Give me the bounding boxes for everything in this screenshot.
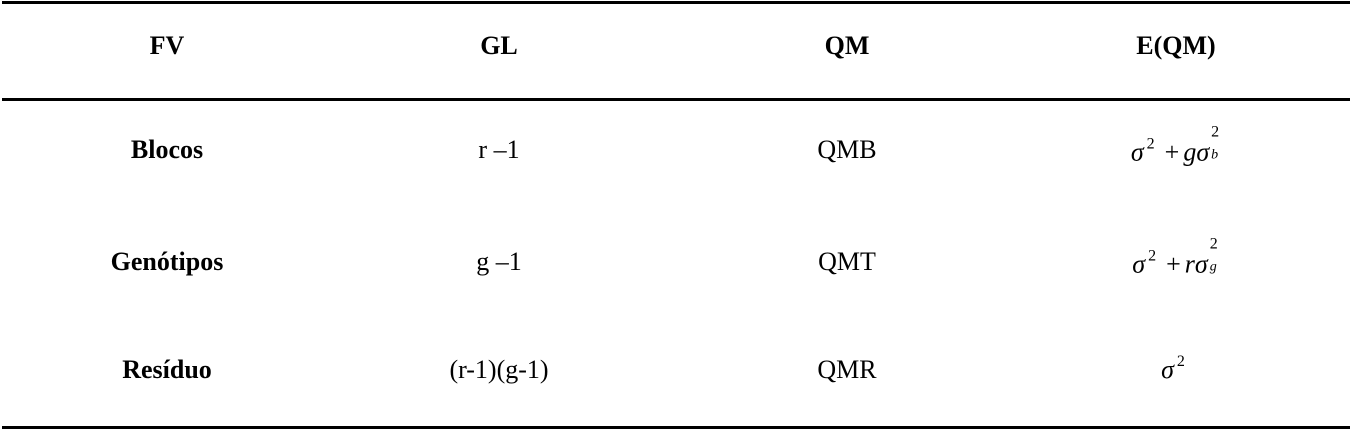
table-top-rule xyxy=(2,1,1350,4)
coefficient: g xyxy=(1183,137,1197,167)
formula-blocos xyxy=(1130,123,1221,167)
row-genotipos-fv: Genótipos xyxy=(110,247,224,276)
header-fv: FV xyxy=(149,31,185,60)
sigma-symbol: σ xyxy=(1196,137,1210,167)
row-blocos-fv: Blocos xyxy=(130,135,204,164)
sigma-symbol: σ xyxy=(1161,355,1174,384)
row-blocos-qm: QMB xyxy=(817,135,877,164)
sigma-symbol: σ xyxy=(1130,137,1144,167)
formula-residuo xyxy=(1161,353,1191,384)
row-genotipos-gl: g –1 xyxy=(476,247,522,276)
plus-operator: + xyxy=(1166,249,1181,279)
table-header-rule xyxy=(2,98,1350,101)
exponent: 2 xyxy=(1146,135,1155,153)
row-residuo-eqm xyxy=(1161,353,1191,384)
row-blocos-eqm xyxy=(1130,123,1221,167)
sup-sub-pair xyxy=(1208,235,1220,275)
exponent: 2 xyxy=(1211,123,1220,141)
sigma-symbol: σ xyxy=(1132,249,1146,279)
exponent: 2 xyxy=(1176,353,1185,370)
header-qm: QM xyxy=(824,31,870,60)
exponent: 2 xyxy=(1148,247,1157,265)
sigma-symbol: σ xyxy=(1194,249,1208,279)
table-bottom-rule xyxy=(2,426,1350,429)
header-eqm: E(QM) xyxy=(1136,31,1216,60)
plus-operator: + xyxy=(1164,137,1180,167)
sup-sub-pair xyxy=(1209,123,1221,163)
row-genotipos-eqm xyxy=(1132,235,1219,279)
row-genotipos-qm: QMT xyxy=(818,247,876,276)
row-residuo-gl: (r-1)(g-1) xyxy=(449,355,549,384)
row-blocos-gl: r –1 xyxy=(478,135,520,164)
exponent: 2 xyxy=(1209,235,1218,253)
header-gl: GL xyxy=(480,31,518,60)
coefficient: r xyxy=(1184,249,1195,279)
subscript: g xyxy=(1209,259,1217,275)
subscript: b xyxy=(1211,147,1219,163)
row-residuo-qm: QMR xyxy=(817,355,877,384)
formula-genotipos xyxy=(1132,235,1219,279)
row-residuo-fv: Resíduo xyxy=(122,355,212,384)
